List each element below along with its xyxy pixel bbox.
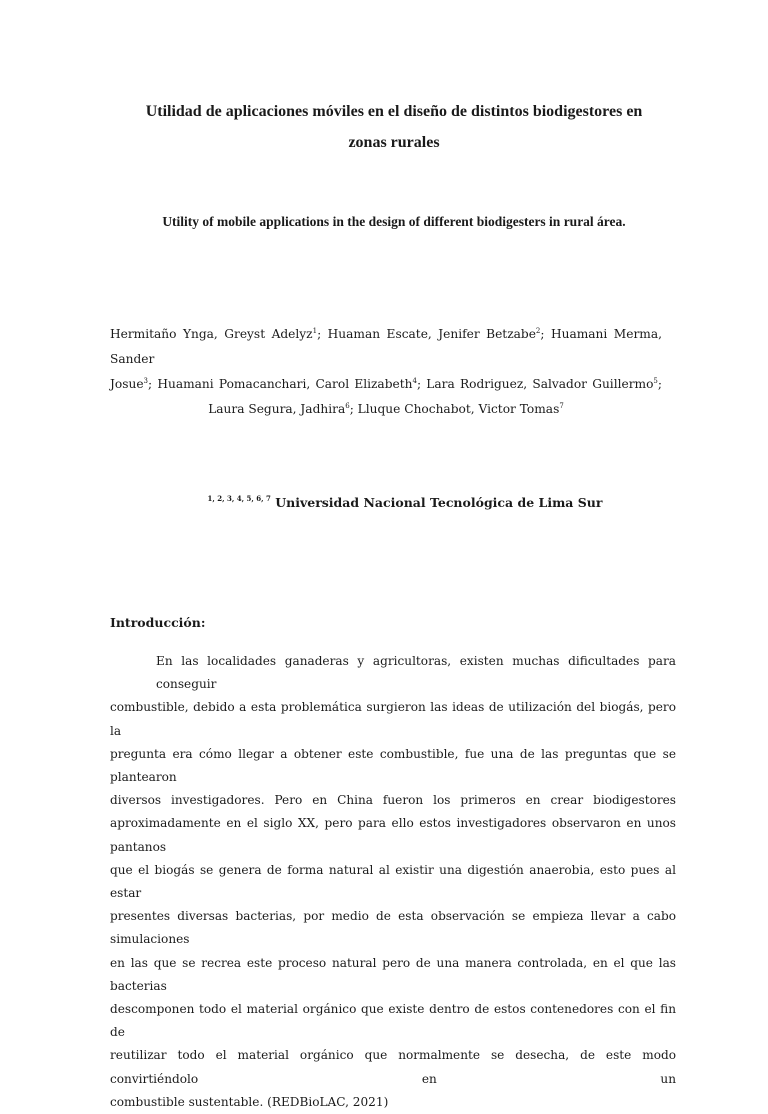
author-line-2: [110, 372, 662, 397]
affiliation: [110, 493, 700, 513]
author-mark: 4: [412, 377, 417, 385]
paragraph-line: reutilizar todo el material orgánico que normalmente se desecha, de este modo convirtiéndolo en un: [110, 1048, 676, 1086]
paragraph-line: en las que se recrea este proceso natural pero de una manera controlada, en el que las bacterias: [110, 955, 676, 993]
author-mark: 7: [559, 402, 564, 410]
author-text: Hermitaño Ynga, Greyst Adelyz: [110, 327, 313, 341]
author-mark: 5: [653, 377, 658, 385]
author-text: ; Huamani Pomacanchari, Carol Elizabeth: [148, 377, 413, 391]
title-english: Utility of mobile applications in the design of different biodigesters in rural área.: [162, 214, 626, 229]
paragraph-line: En las localidades ganaderas y agricultoras, existen muchas dificultades para conseguir: [156, 654, 676, 692]
paragraph-line: descomponen todo el material orgánico que existe dentro de estos contenedores con el fin de: [110, 1002, 676, 1040]
author-list: [110, 322, 662, 422]
author-line-3: [110, 397, 662, 422]
paragraph-line: presentes diversas bacterias, por medio de esta observación se empieza llevar a cabo simulaciones: [110, 909, 676, 947]
author-text: ; Lluque Chochabot, Victor Tomas: [349, 402, 560, 416]
title-spanish: [100, 96, 688, 158]
paragraph-line: que el biogás se genera de forma natural al existir una digestión anaerobia, esto pues al estar: [110, 862, 676, 901]
author-text: ; Huaman Escate, Jenifer Betzabe: [317, 327, 536, 341]
paragraph-line: aproximadamente en el siglo XX, pero para ello estos investigadores observaron en unos pantanos: [110, 816, 676, 854]
author-mark: 3: [143, 377, 149, 385]
author-mark: 2: [535, 327, 541, 335]
author-mark: 1: [312, 327, 318, 335]
section-heading-introduction: Introducción:: [110, 615, 206, 630]
author-text: ; Lara Rodriguez, Salvador Guillermo: [416, 377, 654, 391]
title-line-1: Utilidad de aplicaciones móviles en el diseño de distintos biodigestores en: [145, 103, 643, 120]
introduction-paragraph: [110, 650, 676, 1114]
affiliation-institution: Universidad Nacional Tecnológica de Lima Sur: [275, 495, 603, 510]
affiliation-marks: 1, 2, 3, 4, 5, 6, 7: [207, 494, 271, 503]
paragraph-line: pregunta era cómo llegar a obtener este combustible, fue una de las preguntas que se plantearon: [110, 746, 676, 785]
paragraph-line: diversos investigadores. Pero en China fueron los primeros en crear biodigestores: [110, 793, 676, 808]
author-text: Laura Segura, Jadhira: [208, 402, 346, 416]
paragraph-line: combustible, debido a esta problemática surgieron las ideas de utilización del biogás, pero la: [110, 700, 676, 738]
author-line-1: [110, 322, 662, 372]
paragraph-line: combustible sustentable. (REDBioLAC, 2021): [110, 1094, 389, 1109]
title-line-2: zonas rurales: [348, 134, 440, 151]
author-mark: 6: [345, 402, 350, 410]
author-text: ; Huamani Merma, Sander: [110, 327, 662, 366]
author-text: ;: [657, 377, 662, 391]
author-text: Josue: [110, 377, 144, 391]
